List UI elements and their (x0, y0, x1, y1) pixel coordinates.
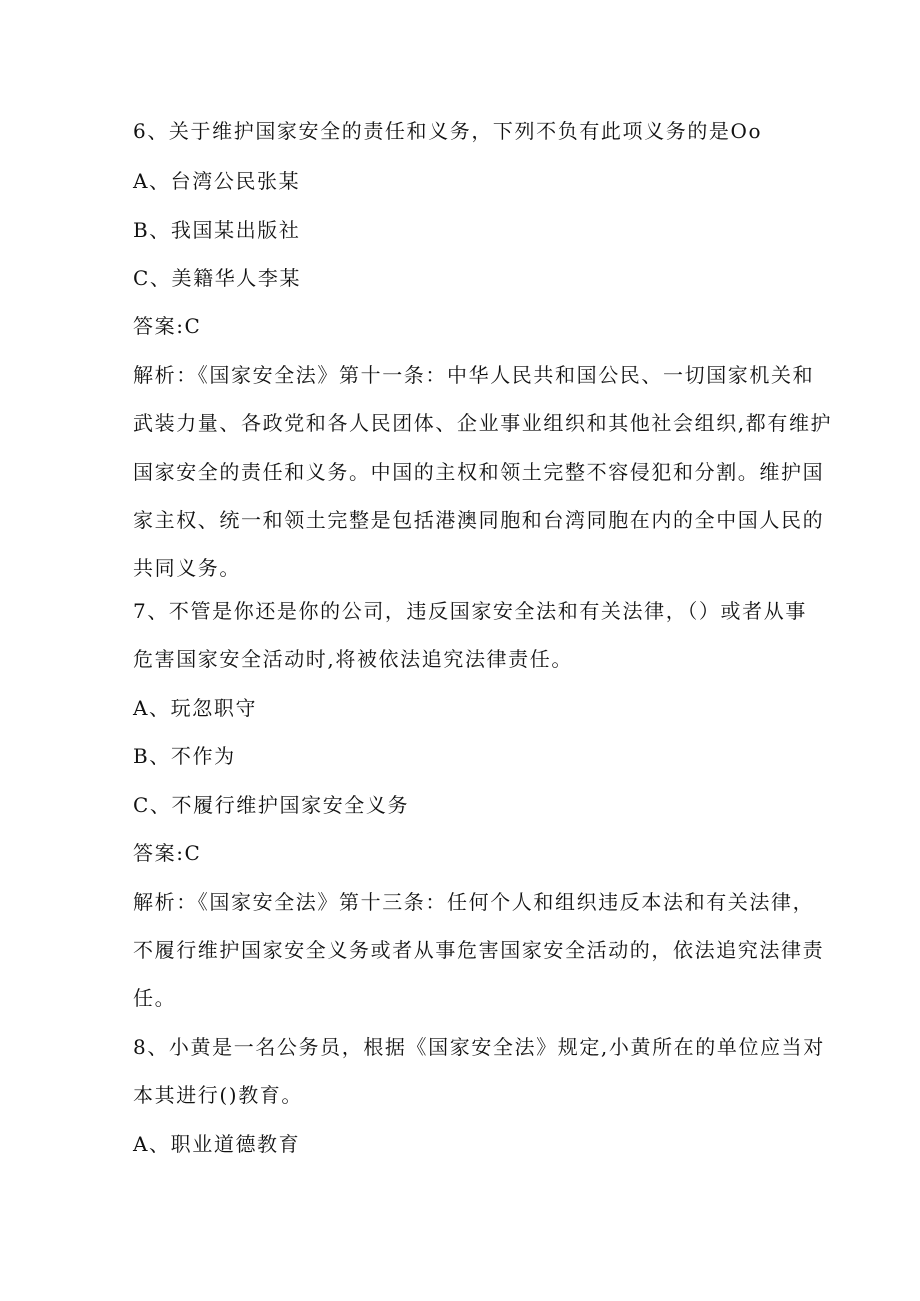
question-6-explanation-line-1: 解析：《国家安全法》第十一条：中华人民共和国公民、一切国家机关和 (133, 363, 815, 387)
question-7-explanation-line-1: 解析：《国家安全法》第十三条：任何个人和组织违反本法和有关法律， (133, 890, 815, 914)
question-8-stem-line-2: 本其进行()教育。 (133, 1083, 304, 1107)
question-8-option-a: A、职业道德教育 (133, 1132, 301, 1156)
question-6-option-c: C、美籍华人李某 (133, 266, 302, 290)
question-6-explanation-line-2: 武装力量、各政党和各人民团体、企业事业组织和其他社会组织,都有维护 (133, 411, 833, 435)
question-7-stem-line-2: 危害国家安全活动时,将被依法追究法律责任。 (133, 647, 573, 671)
question-6-option-a: A、台湾公民张某 (133, 169, 301, 193)
question-6-option-b: B、我国某出版社 (133, 218, 301, 242)
question-7-explanation-line-3: 任。 (133, 986, 177, 1010)
question-6-explanation-line-4: 家主权、统一和领土完整是包括港澳同胞和台湾同胞在内的全中国人民的 (133, 508, 825, 532)
question-7-stem-line-1: 7、不管是你还是你的公司，违反国家安全法和有关法律，（）或者从事 (133, 599, 807, 623)
question-6-answer: 答案:C (133, 314, 202, 338)
question-8-stem-line-1: 8、小黄是一名公务员，根据《国家安全法》规定,小黄所在的单位应当对 (133, 1035, 825, 1059)
question-6-stem: 6、关于维护国家安全的责任和义务，下列不负有此项义务的是Oo (133, 119, 763, 143)
question-7-explanation-line-2: 不履行维护国家安全义务或者从事危害国家安全活动的，依法追究法律责 (133, 938, 825, 962)
question-7-option-a: A、玩忽职守 (133, 696, 258, 720)
question-7-option-c: C、不履行维护国家安全义务 (133, 793, 410, 817)
question-6-explanation-line-3: 国家安全的责任和义务。中国的主权和领土完整不容侵犯和分割。维护国 (133, 460, 825, 484)
question-7-option-b: B、不作为 (133, 744, 236, 768)
question-6-explanation-line-5: 共同义务。 (133, 556, 241, 580)
question-7-answer: 答案:C (133, 841, 202, 865)
